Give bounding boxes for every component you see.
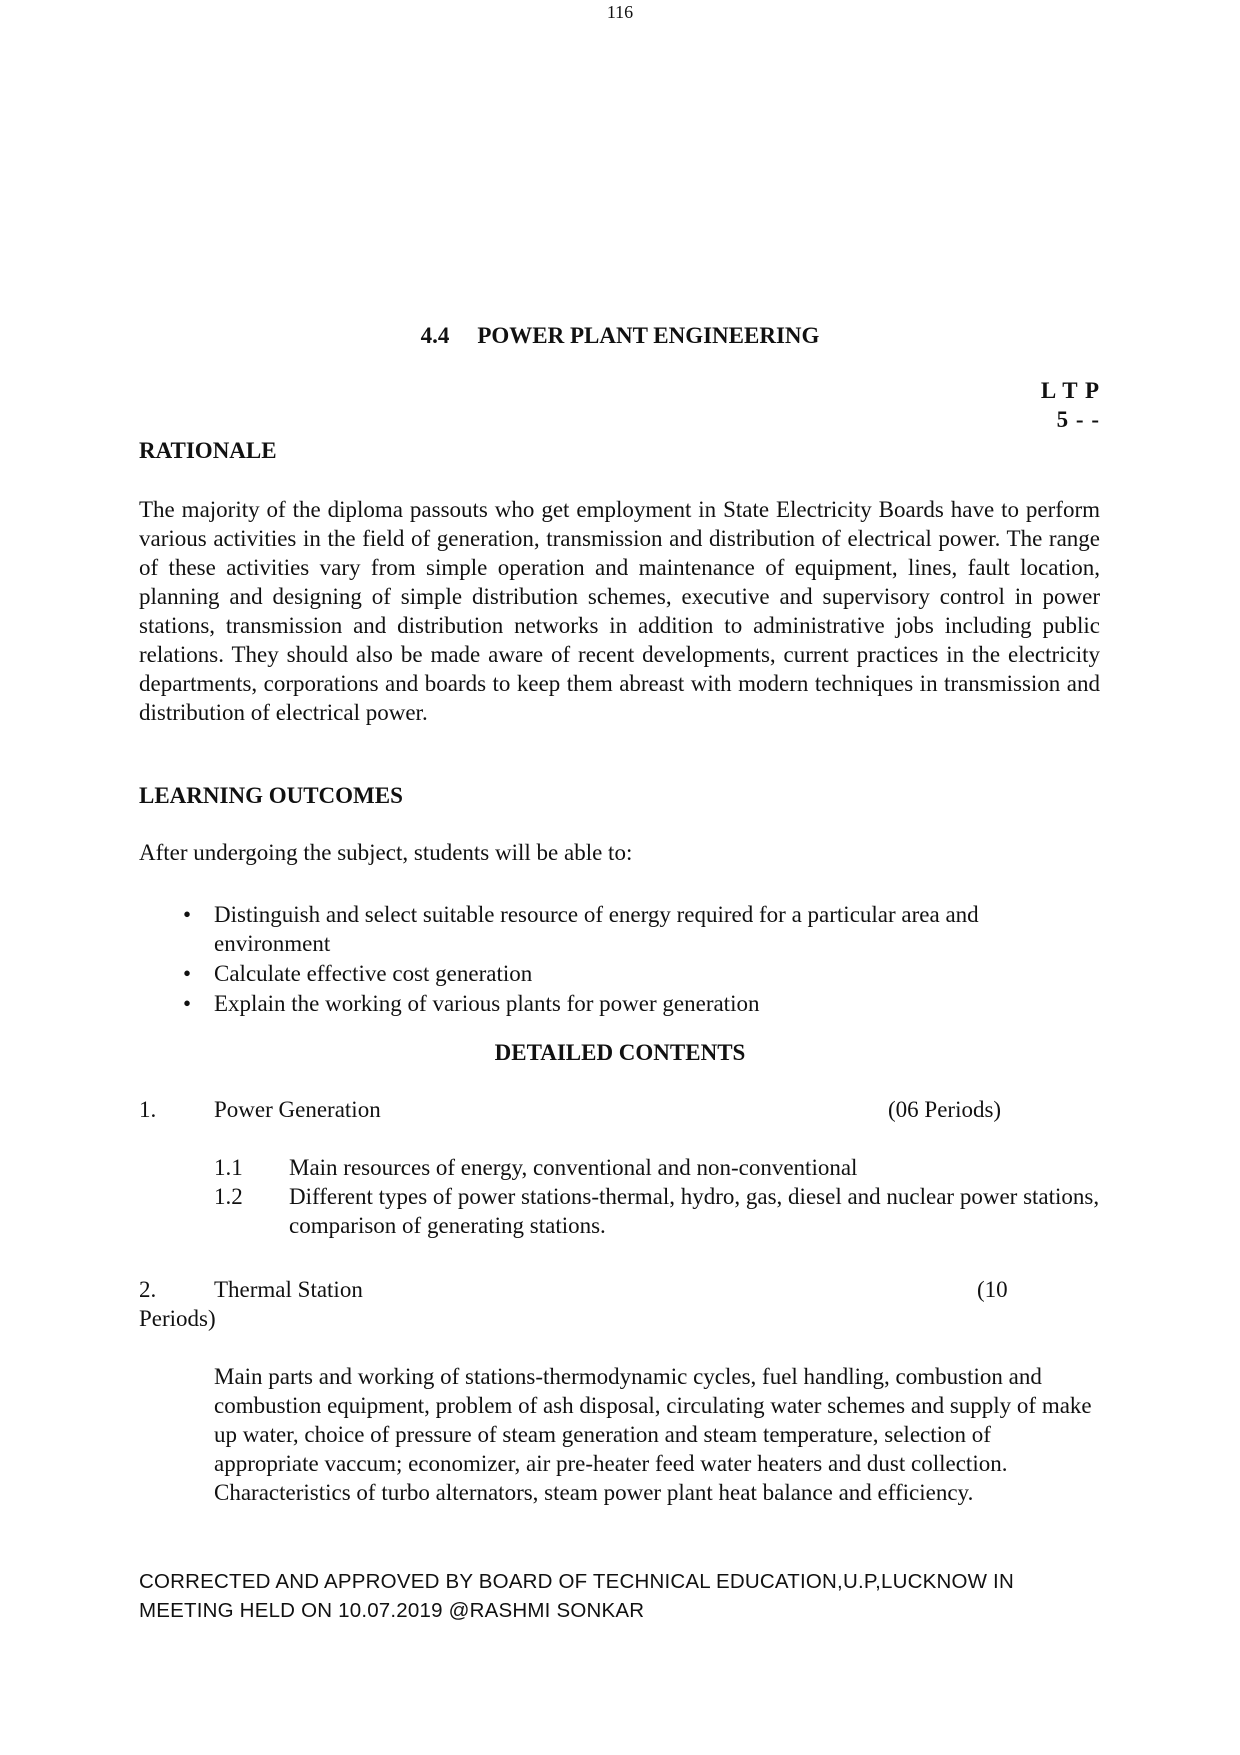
ltp-values: 5 - -: [1056, 407, 1100, 432]
section-1-title: Power Generation: [214, 1097, 381, 1122]
section-1-periods: (06 Periods): [888, 1097, 1002, 1122]
subsection-number: 1.1: [214, 1155, 243, 1180]
section-2-periods-start: (10: [977, 1277, 1008, 1302]
ltp-header: L T P: [1040, 378, 1100, 403]
section-1-number: 1.: [139, 1097, 157, 1122]
course-title-text: POWER PLANT ENGINEERING: [477, 323, 820, 348]
subsection-number: 1.2: [214, 1184, 243, 1209]
bullet-icon: •: [183, 961, 192, 986]
rationale-paragraph: The majority of the diploma passouts who get employment in State Electricity Boards have to perform various activities in the field of generation, transmission and distribution of electrical power. The range of these activities vary from simple operation and maintenance of equipment, lines, fault location, planning and designing of simple distribution schemes, executive and supervisory control in power stations, transmission and distribution networks in addition to administrative jobs including public relations. They should also be made aware of recent developments, current practices in the electricity departments, corporations and boards to keep them abreast with modern techniques in transmission and distribution of electrical power.: [139, 497, 1100, 725]
footer-line-2: MEETING HELD ON 10.07.2019 @RASHMI SONKAR: [139, 1599, 645, 1622]
page-number: 116: [606, 2, 634, 22]
section-2-number: 2.: [139, 1277, 157, 1302]
list-item-text: Distinguish and select suitable resource of energy required for a particular area and environment: [214, 902, 979, 956]
bullet-icon: •: [183, 902, 192, 927]
course-number: 4.4: [420, 323, 450, 348]
footer-line-1: CORRECTED AND APPROVED BY BOARD OF TECHNICAL EDUCATION,U.P,LUCKNOW IN: [139, 1570, 1014, 1593]
learning-outcomes-list: [183, 900, 1083, 1019]
list-item: [183, 900, 1083, 958]
detailed-contents-heading: DETAILED CONTENTS: [494, 1040, 746, 1065]
subsection-text: Main resources of energy, conventional and non-conventional: [289, 1155, 858, 1180]
subsection-1-2: [214, 1182, 1100, 1240]
approval-footer: [139, 1567, 1100, 1625]
list-item-text: Explain the working of various plants for power generation: [214, 991, 760, 1016]
subsection-1-1: [214, 1153, 1100, 1182]
bullet-icon: •: [183, 991, 192, 1016]
list-item-text: Calculate effective cost generation: [214, 961, 533, 986]
list-item: [183, 989, 1083, 1018]
section-2-periods-end: Periods): [139, 1306, 216, 1331]
learning-outcomes-intro: After undergoing the subject, students will be able to:: [139, 840, 633, 865]
subsection-text: Different types of power stations-thermal, hydro, gas, diesel and nuclear power stations, comparison of generating stations.: [289, 1184, 1100, 1238]
list-item: [183, 959, 1083, 988]
learning-outcomes-heading: LEARNING OUTCOMES: [139, 783, 403, 808]
section-2-title: Thermal Station: [214, 1277, 363, 1302]
course-title: [0, 320, 1240, 352]
section-2-description: Main parts and working of stations-thermodynamic cycles, fuel handling, combustion and combustion equipment, problem of ash disposal, circulating water schemes and supply of make up water, choice of pressure of steam generation and steam temperature, selection of appropriate vaccum; economizer, air pre-heater feed water heaters and dust collection. Characteristics of turbo alternators, steam power plant heat balance and efficiency.: [214, 1364, 1092, 1505]
rationale-heading: RATIONALE: [139, 438, 277, 463]
